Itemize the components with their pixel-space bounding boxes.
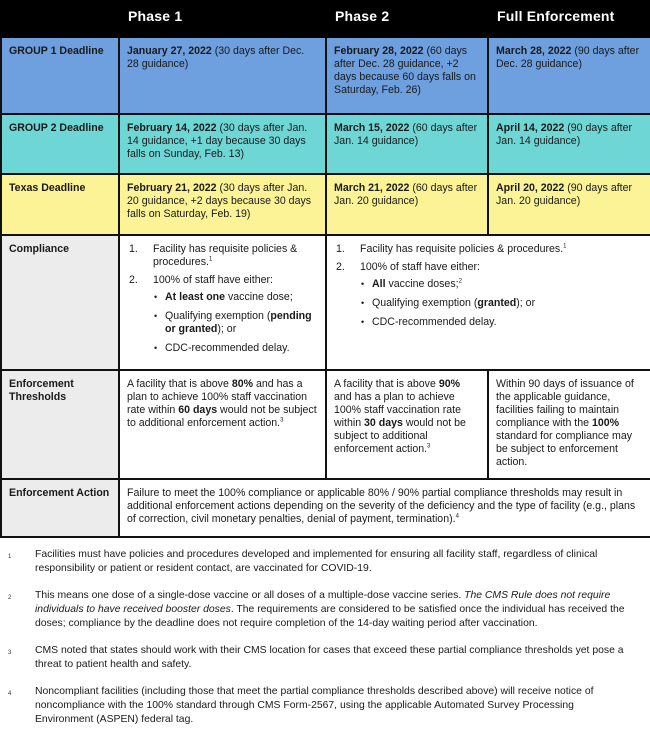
group1-full-note: (90 days after Dec. 28 guidance) bbox=[496, 45, 640, 70]
text: would not be subject to additional enforcement action. bbox=[334, 417, 466, 455]
list-item bbox=[334, 243, 643, 256]
thresholds-phase1-cell bbox=[119, 370, 326, 479]
bold-text: granted bbox=[477, 297, 517, 309]
texas-phase1-note: (30 days after Jan. 20 guidance, +2 days because 30 days falls on Saturday, Feb. 19) bbox=[127, 182, 312, 220]
enforcement-action-row bbox=[1, 479, 650, 537]
group2-full-date: April 14, 2022 bbox=[496, 122, 565, 134]
enforcement-thresholds-row bbox=[1, 370, 650, 479]
compliance-phase1-list bbox=[127, 243, 318, 355]
text: This means one dose of a single-dose vaccine or all doses of a multiple-dose vaccine series. bbox=[35, 590, 465, 601]
bold-text: 90% bbox=[438, 378, 461, 390]
item-text: 100% of staff have either: bbox=[153, 274, 273, 286]
bold-text: 80% bbox=[231, 378, 254, 390]
group2-phase1-date: February 14, 2022 bbox=[127, 122, 217, 134]
header-row bbox=[1, 1, 650, 37]
bullet-item bbox=[360, 316, 643, 329]
texas-phase2-date: March 21, 2022 bbox=[334, 182, 410, 194]
footnote-ref: 3 bbox=[280, 417, 284, 424]
bullet-list bbox=[153, 291, 318, 355]
text: Within 90 days of issuance of the applicable guidance, facilities failing to maintain compliance with the bbox=[496, 378, 634, 429]
group1-full-date: March 28, 2022 bbox=[496, 45, 572, 57]
bullet-item bbox=[360, 278, 643, 291]
group1-phase2-cell bbox=[326, 37, 488, 114]
row-label-texas: Texas Deadline bbox=[1, 174, 119, 235]
footnote-number: 4 bbox=[8, 691, 12, 697]
text: and has a plan to achieve 100% staff vaccination rate within bbox=[127, 378, 308, 416]
item-text: 100% of staff have either: bbox=[360, 261, 480, 273]
footnote-1 bbox=[8, 548, 630, 576]
item-text: Facility has requisite policies & procedures. bbox=[153, 243, 298, 268]
group2-deadline-row bbox=[1, 114, 650, 174]
text: and has a plan to achieve 100% staff vaccination rate within bbox=[334, 391, 462, 429]
group2-full-cell bbox=[488, 114, 650, 174]
bullet-item bbox=[153, 291, 318, 304]
item-text: Facility has requisite policies & procedures. bbox=[360, 243, 564, 255]
texas-full-cell bbox=[488, 174, 650, 235]
row-label-group1: GROUP 1 Deadline bbox=[1, 37, 119, 114]
item-number: 2. bbox=[129, 274, 138, 286]
footnote-number: 2 bbox=[8, 595, 12, 601]
texas-phase2-note: (60 days after Jan. 20 guidance) bbox=[334, 182, 478, 207]
group2-phase2-note: (60 days after Jan. 14 guidance) bbox=[334, 122, 478, 147]
row-label-group2: GROUP 2 Deadline bbox=[1, 114, 119, 174]
row-label-thresholds: Enforcement Thresholds bbox=[1, 370, 119, 479]
text: vaccine doses; bbox=[385, 278, 459, 290]
group1-phase2-date: February 28, 2022 bbox=[334, 45, 424, 57]
compliance-phase2-list bbox=[334, 243, 643, 329]
footnote-ref: 3 bbox=[427, 443, 431, 450]
footnote-ref: 1 bbox=[208, 256, 213, 263]
compliance-phase2-cell bbox=[326, 235, 650, 370]
footnote-ref: 2 bbox=[458, 278, 462, 285]
footnote-2 bbox=[8, 589, 630, 631]
row-label-action: Enforcement Action bbox=[1, 479, 119, 537]
texas-deadline-row bbox=[1, 174, 650, 235]
thresholds-phase2-cell bbox=[326, 370, 488, 479]
text: ); or bbox=[217, 323, 237, 335]
footnote-text: Noncompliant facilities (including those that meet the partial compliance thresholds described above) will receive notice of noncompliance with the 100% standard through CMS Form-2567, using the applicable Automated Survey Processing Environment (ASPEN) federal tag. bbox=[35, 686, 594, 725]
group2-phase2-cell bbox=[326, 114, 488, 174]
list-item bbox=[334, 261, 643, 329]
text: A facility that is above bbox=[334, 378, 439, 390]
list-item bbox=[127, 274, 318, 355]
footnote-text: CMS noted that states should work with their CMS location for cases that exceed these partial compliance thresholds yet pose a threat to patient health and safety. bbox=[35, 645, 624, 670]
group1-deadline-row bbox=[1, 37, 650, 114]
bold-text: 60 days bbox=[178, 404, 218, 416]
bullet-item bbox=[360, 297, 643, 310]
footnote-ref: 4 bbox=[455, 513, 459, 520]
compliance-row bbox=[1, 235, 650, 370]
header-phase-1: Phase 1 bbox=[119, 1, 326, 37]
list-item bbox=[127, 243, 318, 269]
text: A facility that is above bbox=[127, 378, 232, 390]
bullet-list bbox=[360, 278, 643, 329]
group2-phase1-note: (30 days after Jan. 14 guidance, +1 day because 30 days falls on Sunday, Feb. 13) bbox=[127, 122, 308, 160]
bold-text: 100% bbox=[591, 417, 620, 429]
texas-phase1-date: February 21, 2022 bbox=[127, 182, 217, 194]
text: Qualifying exemption ( bbox=[372, 297, 478, 309]
text: ); or bbox=[516, 297, 536, 309]
italic-text: The CMS Rule does not require individuals to have received booster doses bbox=[35, 590, 611, 615]
thresholds-full-cell bbox=[488, 370, 650, 479]
bold-text: pending or granted bbox=[165, 310, 312, 335]
item-number: 2. bbox=[336, 261, 345, 273]
text: Failure to meet the 100% compliance or applicable 80% / 90% partial compliance thresholds may result in additional enforcement actions depending on the severity of the deficiency and the type of facility (e.g., plans of correction, civil monetary penalties, denial of payment, termination). bbox=[127, 487, 636, 525]
group1-full-cell bbox=[488, 37, 650, 114]
texas-phase1-cell bbox=[119, 174, 326, 235]
group1-phase2-note: (60 days after Dec. 28 guidance, +2 days because 60 days falls on Saturday, Feb. 26) bbox=[334, 45, 476, 96]
footnote-text bbox=[35, 589, 630, 631]
bold-text: At least one bbox=[165, 291, 226, 303]
text: Qualifying exemption ( bbox=[165, 310, 271, 322]
group2-phase2-date: March 15, 2022 bbox=[334, 122, 410, 134]
footnote-4 bbox=[8, 685, 630, 727]
header-phase-2: Phase 2 bbox=[326, 1, 488, 37]
footnote-number: 3 bbox=[8, 650, 12, 656]
text: standard for compliance may be subject to enforcement action. bbox=[496, 430, 633, 468]
texas-full-note: (90 days after Jan. 20 guidance) bbox=[496, 182, 633, 207]
text: CDC-recommended delay. bbox=[165, 342, 290, 354]
bold-text: 30 days bbox=[364, 417, 403, 429]
footnote-text: Facilities must have policies and procedures developed and implemented for ensuring all facility staff, regardless of clinical responsibility or patient or resident contact, are vaccinated for COVID-19. bbox=[35, 549, 598, 574]
action-cell bbox=[119, 479, 650, 537]
item-number: 1. bbox=[129, 243, 138, 255]
header-empty bbox=[1, 1, 119, 37]
footnote-number: 1 bbox=[8, 554, 12, 560]
bullet-item bbox=[153, 342, 318, 355]
footnote-ref: 1 bbox=[563, 243, 567, 250]
text: would not be subject to additional enforcement action. bbox=[127, 404, 317, 429]
group1-phase1-cell bbox=[119, 37, 326, 114]
text: CDC-recommended delay. bbox=[372, 316, 497, 328]
text: vaccine dose; bbox=[225, 291, 293, 303]
bullet-item bbox=[153, 310, 318, 336]
group2-full-note: (90 days after Jan. 14 guidance) bbox=[496, 122, 633, 147]
compliance-phase1-cell bbox=[119, 235, 326, 370]
item-number: 1. bbox=[336, 243, 345, 255]
header-full-enforcement: Full Enforcement bbox=[488, 1, 650, 37]
footnote-3 bbox=[8, 644, 630, 672]
texas-full-date: April 20, 2022 bbox=[496, 182, 565, 194]
bold-text: All bbox=[372, 278, 386, 290]
row-label-compliance: Compliance bbox=[1, 235, 119, 370]
group1-phase1-date: January 27, 2022 bbox=[127, 45, 212, 57]
footnotes bbox=[0, 538, 650, 727]
group2-phase1-cell bbox=[119, 114, 326, 174]
texas-phase2-cell bbox=[326, 174, 488, 235]
group1-phase1-note: (30 days after Dec. 28 guidance) bbox=[127, 45, 305, 70]
text: . The requirements are considered to be satisfied once the individual has received the doses; compliance by the deadline does not require completion of the 14-day waiting period after vaccination. bbox=[35, 604, 625, 629]
